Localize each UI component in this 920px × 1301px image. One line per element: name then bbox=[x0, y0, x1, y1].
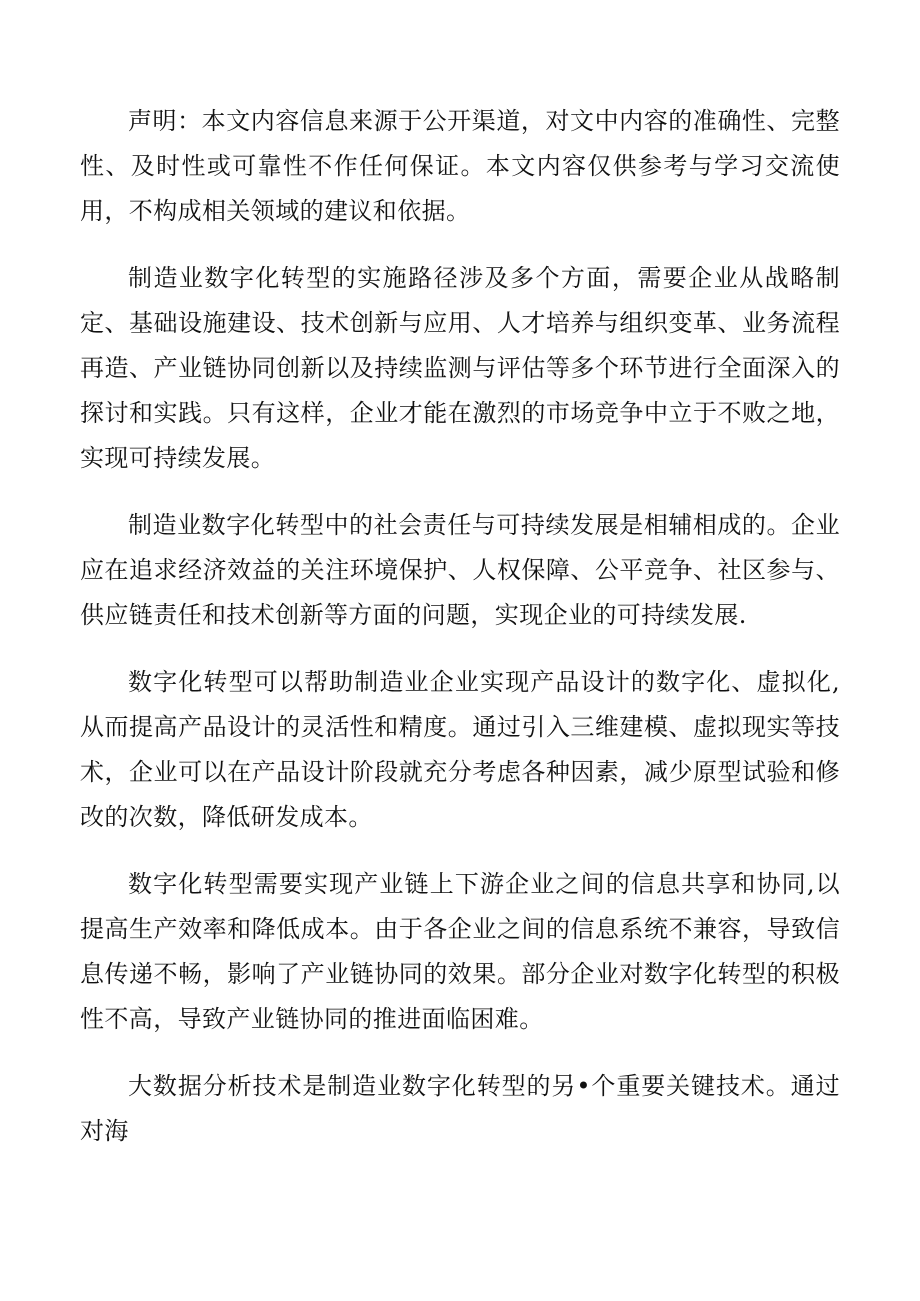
disclaimer-paragraph: 声明：本文内容信息来源于公开渠道，对文中内容的准确性、完整性、及时性或可靠性不作任何保证。本文内容仅供参考与学习交流使用，不构成相关领域的建议和依据。 bbox=[80, 107, 840, 225]
document-body bbox=[80, 99, 840, 1154]
body-paragraph: 数字化转型可以帮助制造业企业实现产品设计的数字化、虚拟化,从而提高产品设计的灵活性和精度。通过引入三维建模、虚拟现实等技术，企业可以在产品设计阶段就充分考虑各种因素，减少原型试验和修改的次数，降低研发成本。 bbox=[80, 668, 840, 831]
body-paragraph: 大数据分析技术是制造业数字化转型的另•个重要关键技术。通过对海 bbox=[80, 1072, 840, 1145]
body-paragraph: 数字化转型需要实现产业链上下游企业之间的信息共享和协同,以提高生产效率和降低成本。由于各企业之间的信息系统不兼容，导致信息传递不畅，影响了产业链协同的效果。部分企业对数字化转型的积极性不高，导致产业链协同的推进面临困难。 bbox=[80, 870, 840, 1033]
body-paragraph: 制造业数字化转型中的社会责任与可持续发展是相辅相成的。企业应在追求经济效益的关注环境保护、人权保障、公平竞争、社区参与、供应链责任和技术创新等方面的问题，实现企业的可持续发展. bbox=[80, 511, 840, 629]
body-paragraph: 制造业数字化转型的实施路径涉及多个方面，需要企业从战略制定、基础设施建设、技术创新与应用、人才培养与组织变革、业务流程再造、产业链协同创新以及持续监测与评估等多个环节进行全面深入的探讨和实践。只有这样，企业才能在激烈的市场竞争中立于不败之地，实现可持续发展。 bbox=[80, 264, 840, 472]
